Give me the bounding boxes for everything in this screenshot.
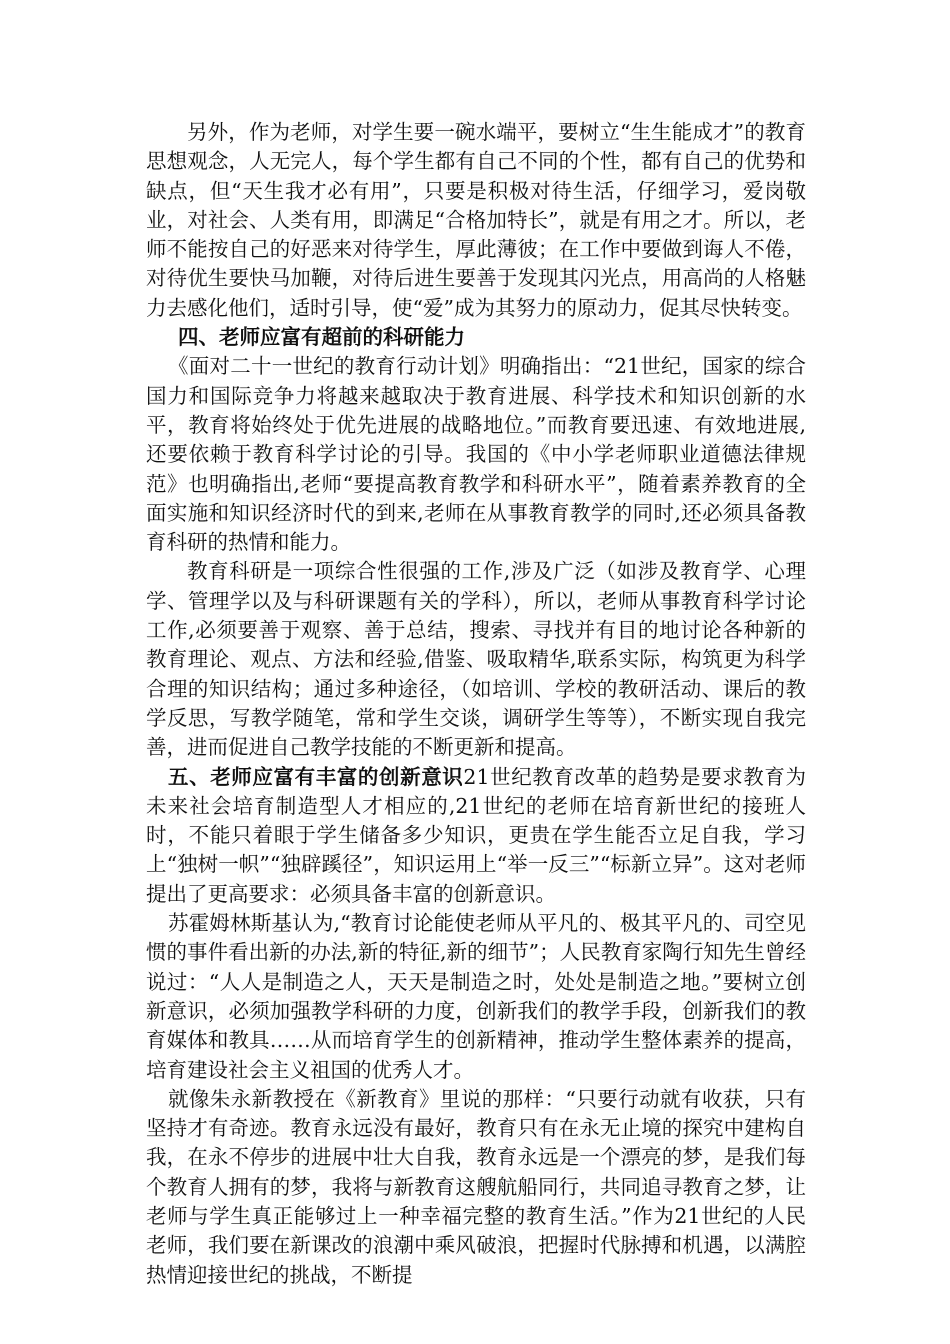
paragraph-sukhomlinsky: 苏霍姆林斯基认为,“教育讨论能使老师从平凡的、极其平凡的、司空见惯的事件看出新的办法,新的特征,新的细节”；人民教育家陶行知先生曾经说过：“人人是制造之人，天天是制造之时，处处是制造之地。”要树立创新意识，必须加强教学科研的力度，创新我们的教学手段，创新我们的教育媒体和教具……从而培育学生的创新精神，推动学生整体素养的提高，培育建设社会主义祖国的优秀人才。 xyxy=(146,911,806,1082)
document-page xyxy=(146,118,806,1290)
paragraph-innovation xyxy=(146,763,806,909)
heading-innovation-awareness: 五、老师应富有丰富的创新意识 xyxy=(168,764,464,789)
paragraph-innovation-text: 21世纪教育改革的趋势是要求教育为未来社会培育制造型人才相应的,21世纪的老师在培育新世纪的接班人时，不能只着眼于学生储备多少知识，更贵在学生能否立足自我，学习上“独树一帜”“独辟蹊径”，知识运用上“举一反三”“标新立异”。这对老师提出了更高要求：必须具备丰富的创新意识。 xyxy=(146,764,806,906)
paragraph-research-work: 教育科研是一项综合性很强的工作,涉及广泛（如涉及教育学、心理学、管理学以及与科研课题有关的学科），所以，老师从事教育科学讨论工作,必须要善于观察、善于总结，搜索、寻找并有目的地讨论各种新的教育理论、观点、方法和经验,借鉴、吸取精华,联系实际，构筑更为科学合理的知识结构；通过多种途径，（如培训、学校的教研活动、课后的教学反思，写教学随笔，常和学生交谈，调研学生等等），不断实现自我完善，进而促进自己教学技能的不断更新和提高。 xyxy=(146,559,806,760)
paragraph-new-education: 就像朱永新教授在《新教育》里说的那样：“只要行动就有收获，只有坚持才有奇迹。教育永远没有最好，教育只有在永无止境的探究中建构自我，在永不停步的进展中壮大自我，教育永远是一个漂亮的梦，是我们每个教育人拥有的梦，我将与新教育这艘航船同行，共同追寻教育之梦，让老师与学生真正能够过上一种幸福完整的教育生活。”作为21世纪的人民老师，我们要在新课改的浪潮中乘风破浪，把握时代脉搏和机遇，以满腔热情迎接世纪的挑战，不断提 xyxy=(146,1086,806,1287)
paragraph-fairness: 另外，作为老师，对学生要一碗水端平，要树立“生生能成才”的教育思想观念，人无完人，每个学生都有自己不同的个性，都有自己的优势和缺点，但“天生我才必有用”，只要是积极对待生活，仔细学习，爱岗敬业，对社会、人类有用，即满足“合格加特长”，就是有用之才。所以，老师不能按自己的好恶来对待学生，厚此薄彼；在工作中要做到诲人不倦，对待优生要快马加鞭，对待后进生要善于发现其闪光点，用高尚的人格魅力去感化他们，适时引导，使“爱”成为其努力的原动力，促其尽快转变。 xyxy=(146,120,806,320)
heading-research-ability: 四、老师应富有超前的科研能力 xyxy=(178,325,465,350)
paragraph-action-plan: 《面对二十一世纪的教育行动计划》明确指出：“21世纪，国家的综合国力和国际竞争力将越来越取决于教育进展、科学技术和知识创新的水平，教育将始终处于优先进展的战略地位。”而教育要迅速、有效地进展,还要依赖于教育科学讨论的引导。我国的《中小学老师职业道德法律规范》也明确指出,老师“要提高教育教学和科研水平”，随着素养教育的全面实施和知识经济时代的到来,老师在从事教育教学的同时,还必须具备教育科研的热情和能力。 xyxy=(146,354,806,555)
